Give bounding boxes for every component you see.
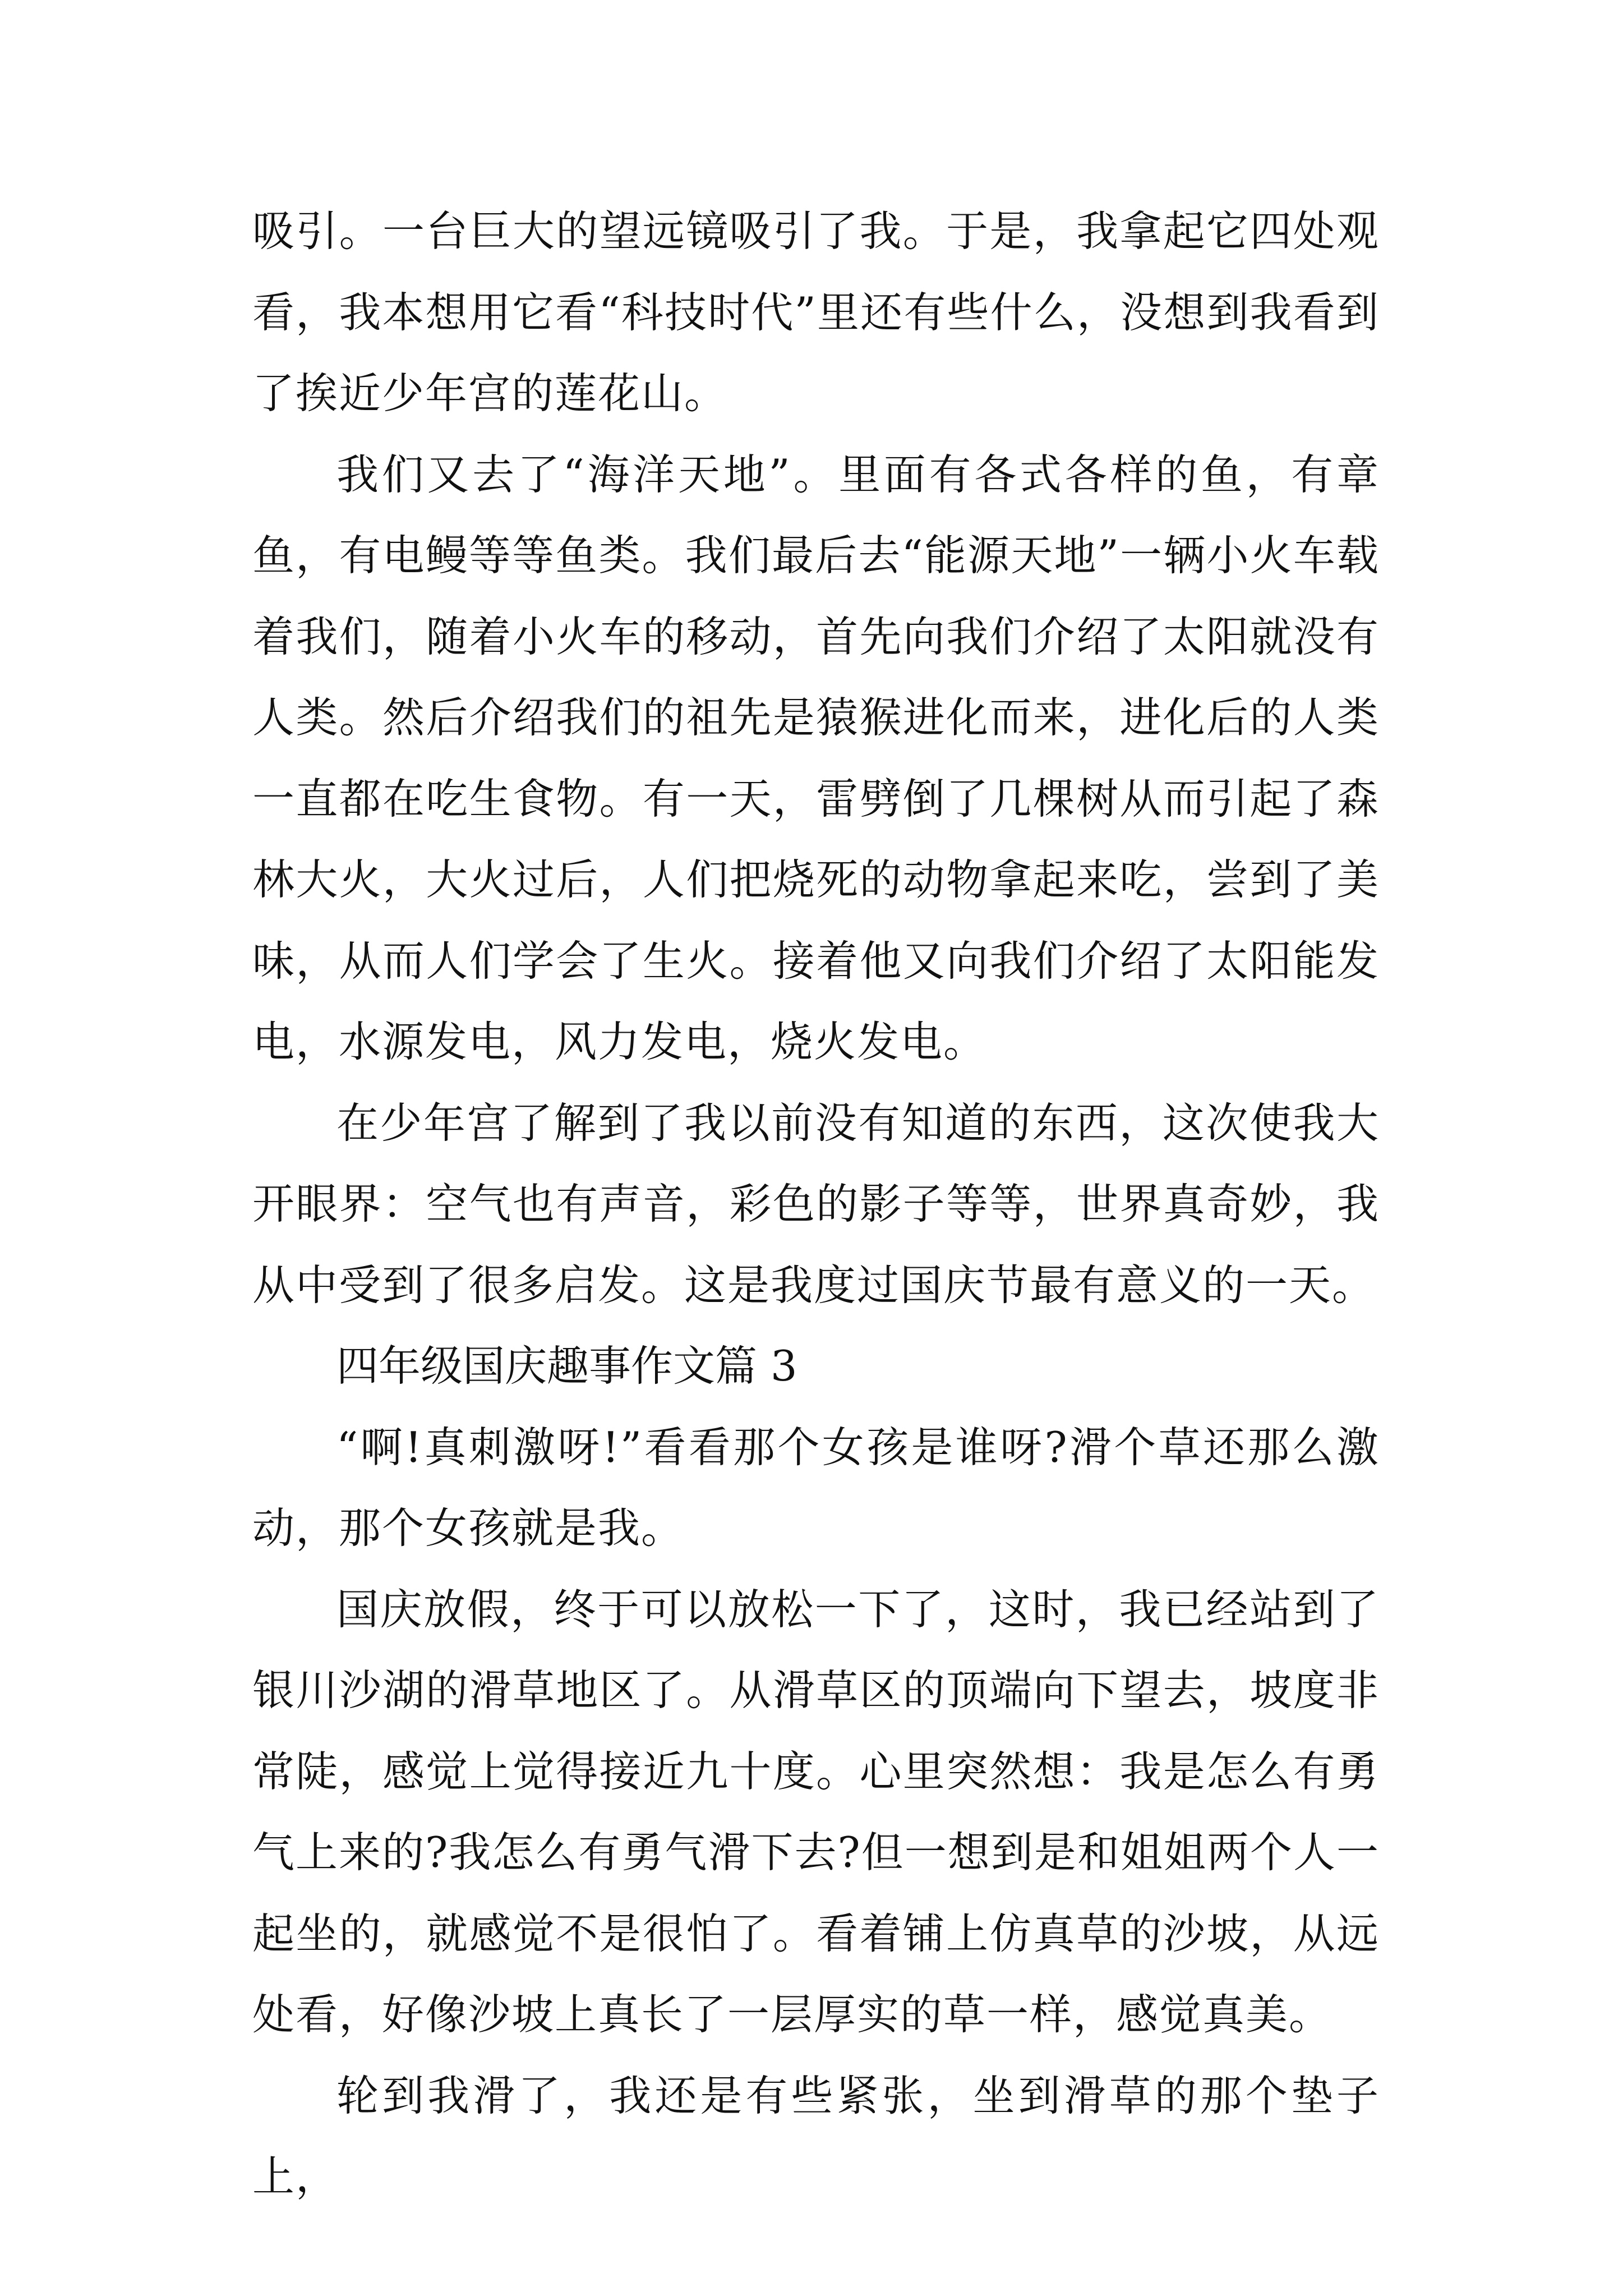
paragraph-exclamation: “啊!真刺激呀!”看看那个女孩是谁呀?滑个草还那么激动，那个女孩就是我。	[252, 1422, 1380, 1553]
paragraph-continued: 吸引。一台巨大的望远镜吸引了我。于是，我拿起它四处观看，我本想用它看“科技时代”里还有些什么，没想到我看到了挨近少年宫的莲花山。	[252, 206, 1380, 418]
paragraph-grass-sliding: 国庆放假，终于可以放松一下了，这时，我已经站到了银川沙湖的滑草地区了。从滑草区的顶端向下望去，坡度非常陡，感觉上觉得接近九十度。心里突然想：我是怎么有勇气上来的?我怎么有勇气滑下去?但一想到是和姐姐两个人一起坐的，就感觉不是很怕了。看着铺上仿真草的沙坡，从远处看，好像沙坡上真长了一层厚实的草一样，感觉真美。	[252, 1584, 1380, 2039]
document-body	[252, 191, 1380, 2217]
paragraph-my-turn: 轮到我滑了，我还是有些紧张，坐到滑草的那个垫子上，	[252, 2070, 1380, 2201]
paragraph-conclusion: 在少年宫了解到了我以前没有知道的东西，这次使我大开眼界：空气也有声音，彩色的影子等等，世界真奇妙，我从中受到了很多启发。这是我度过国庆节最有意义的一天。	[252, 1098, 1380, 1310]
paragraph-ocean-world: 我们又去了“海洋天地”。里面有各式各样的鱼，有章鱼，有电鳗等等鱼类。我们最后去“能源天地”一辆小火车载着我们，随着小火车的移动，首先向我们介绍了太阳就没有人类。然后介绍我们的祖先是猿猴进化而来，进化后的人类一直都在吃生食物。有一天，雷劈倒了几棵树从而引起了森林大火，大火过后，人们把烧死的动物拿起来吃，尝到了美味，从而人们学会了生火。接着他又向我们介绍了太阳能发电，水源发电，风力发电，烧火发电。	[252, 449, 1380, 1066]
section-heading: 四年级国庆趣事作文篇 3	[336, 1341, 797, 1391]
